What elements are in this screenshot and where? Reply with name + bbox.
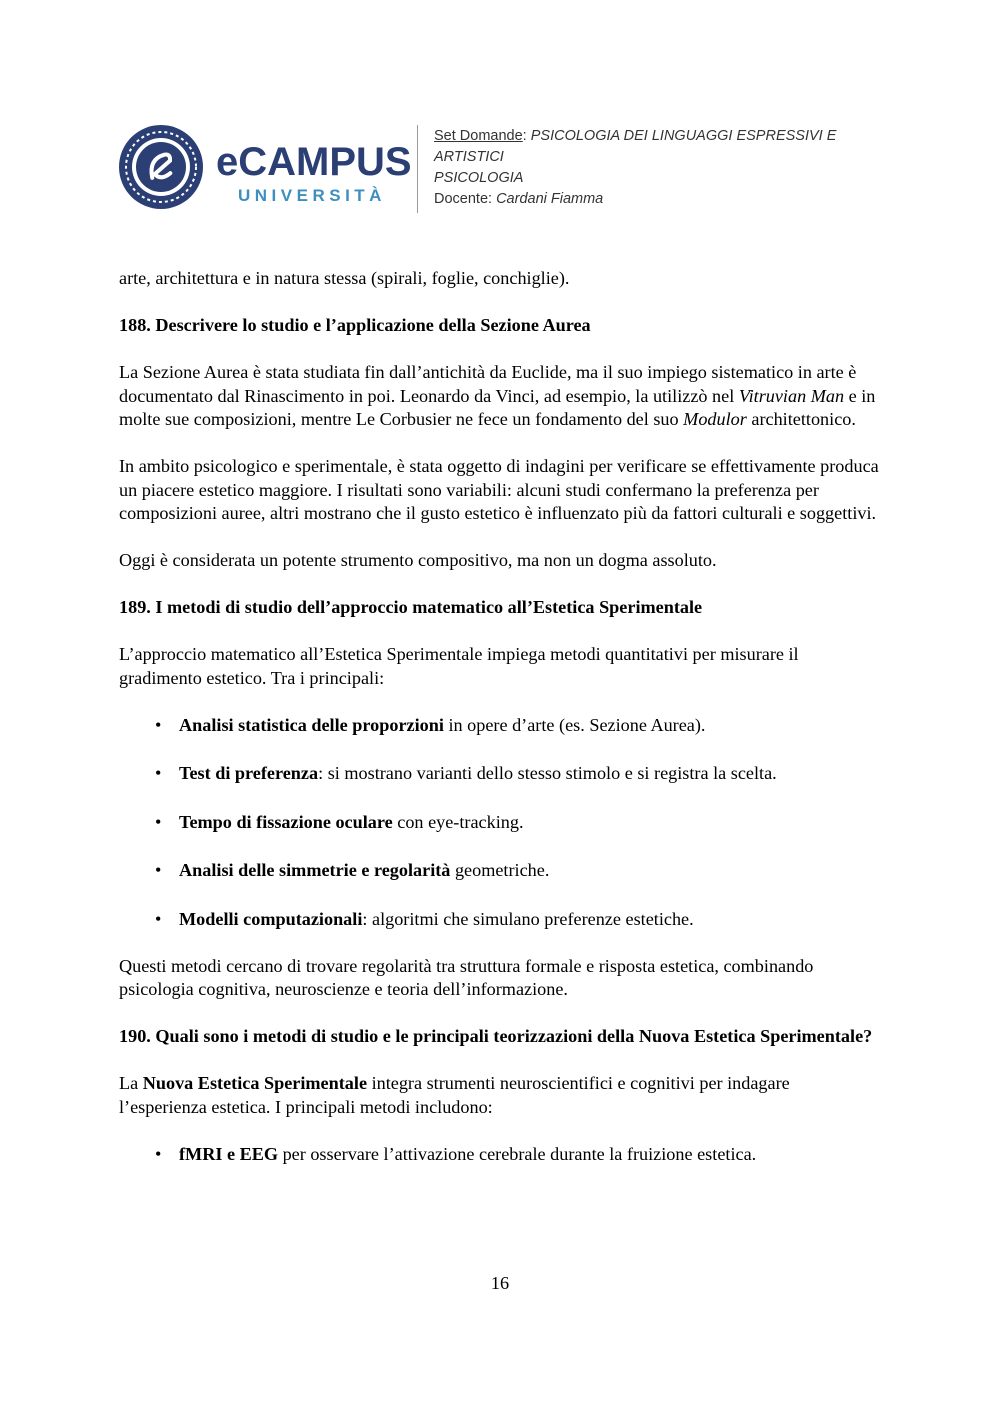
bullet: •	[155, 763, 162, 783]
paragraph: arte, architettura e in natura stessa (spirali, foglie, conchiglie).	[119, 268, 570, 288]
ecampus-wordmark: eCAMPUS UNIVERSITÀ	[216, 140, 412, 205]
bullet: •	[155, 860, 162, 880]
paragraph: In ambito psicologico e sperimentale, è stata oggetto di indagini per verificare se effettivamente produca un piacere estetico maggiore. I risultati sono variabili: alcuni studi confermano la preferenza per composizioni auree, altri mostrano che il gusto estetico è influenzato più da fattori culturali e soggettivi.	[119, 456, 879, 523]
docente-line: Docente: Cardani Fiamma	[434, 191, 604, 207]
bullet: •	[155, 908, 162, 929]
paragraph: Questi metodi cercano di trovare regolarità tra struttura formale e risposta estetica, combinando psicologia cognitiva, neuroscienze e teoria dell’informazione.	[119, 955, 814, 999]
paragraph: L’approccio matematico all’Estetica Sperimentale impiega metodi quantitativi per misurare il gradimento estetico. Tra i principali:	[119, 644, 799, 688]
page-header	[118, 118, 878, 218]
course-title: PSICOLOGIA DEI LINGUAGGI ESPRESSIVI E ARTISTICI	[434, 128, 837, 165]
header-divider	[417, 125, 418, 213]
bullet: •	[155, 811, 162, 832]
page-number: 16	[490, 1273, 510, 1293]
header-info	[434, 126, 884, 210]
bullet: •	[155, 714, 162, 735]
paragraph: La Nuova Estetica Sperimentale integra strumenti neuroscientifici e cognitivi per indagare l’esperienza estetica. I principali metodi includono:	[119, 1073, 790, 1117]
page-content	[119, 267, 881, 1190]
methods-list	[119, 714, 881, 932]
course-line: Set Domande: PSICOLOGIA DEI LINGUAGGI ESPRESSIVI E ARTISTICI	[434, 128, 837, 165]
list-item: • Modelli computazionali: algoritmi che simulano preferenze estetiche.	[119, 908, 881, 932]
logo-sub-text: UNIVERSITÀ	[238, 186, 386, 205]
list-item: • Tempo di fissazione oculare con eye-tracking.	[119, 811, 881, 835]
methods-list-190	[119, 1143, 881, 1167]
ecampus-seal-logo	[118, 124, 204, 210]
question-heading-190: 190. Quali sono i metodi di studio e le principali teorizzazioni della Nuova Estetica Sperimentale?	[119, 1026, 873, 1046]
list-item: • fMRI e EEG per osservare l’attivazione cerebrale durante la fruizione estetica.	[119, 1143, 881, 1167]
list-item: • Analisi delle simmetrie e regolarità geometriche.	[119, 859, 881, 883]
docente-name: Cardani Fiamma	[496, 191, 604, 207]
question-heading-188: 188. Descrivere lo studio e l’applicazione della Sezione Aurea	[119, 315, 591, 335]
paragraph: La Sezione Aurea è stata studiata fin dall’antichità da Euclide, ma il suo impiego sistematico in arte è documentato dal Rinascimento in poi. Leonardo da Vinci, ad esempio, la utilizzò nel Vitruvian Man e in molte sue composizioni, mentre Le Corbusier ne fece un fondamento del suo Modulor architettonico.	[119, 362, 876, 429]
question-heading-189: 189. I metodi di studio dell’approccio matematico all’Estetica Sperimentale	[119, 597, 703, 617]
list-item: • Analisi statistica delle proporzioni in opere d’arte (es. Sezione Aurea).	[119, 714, 881, 738]
faculty: PSICOLOGIA	[434, 170, 524, 186]
paragraph: Oggi è considerata un potente strumento compositivo, ma non un dogma assoluto.	[119, 550, 717, 570]
set-label: Set Domande	[434, 128, 523, 144]
bullet: •	[155, 1143, 162, 1164]
list-item: • Test di preferenza: si mostrano varianti dello stesso stimolo e si registra la scelta.	[119, 762, 881, 786]
logo-main-text: CAMPUS	[238, 140, 412, 184]
